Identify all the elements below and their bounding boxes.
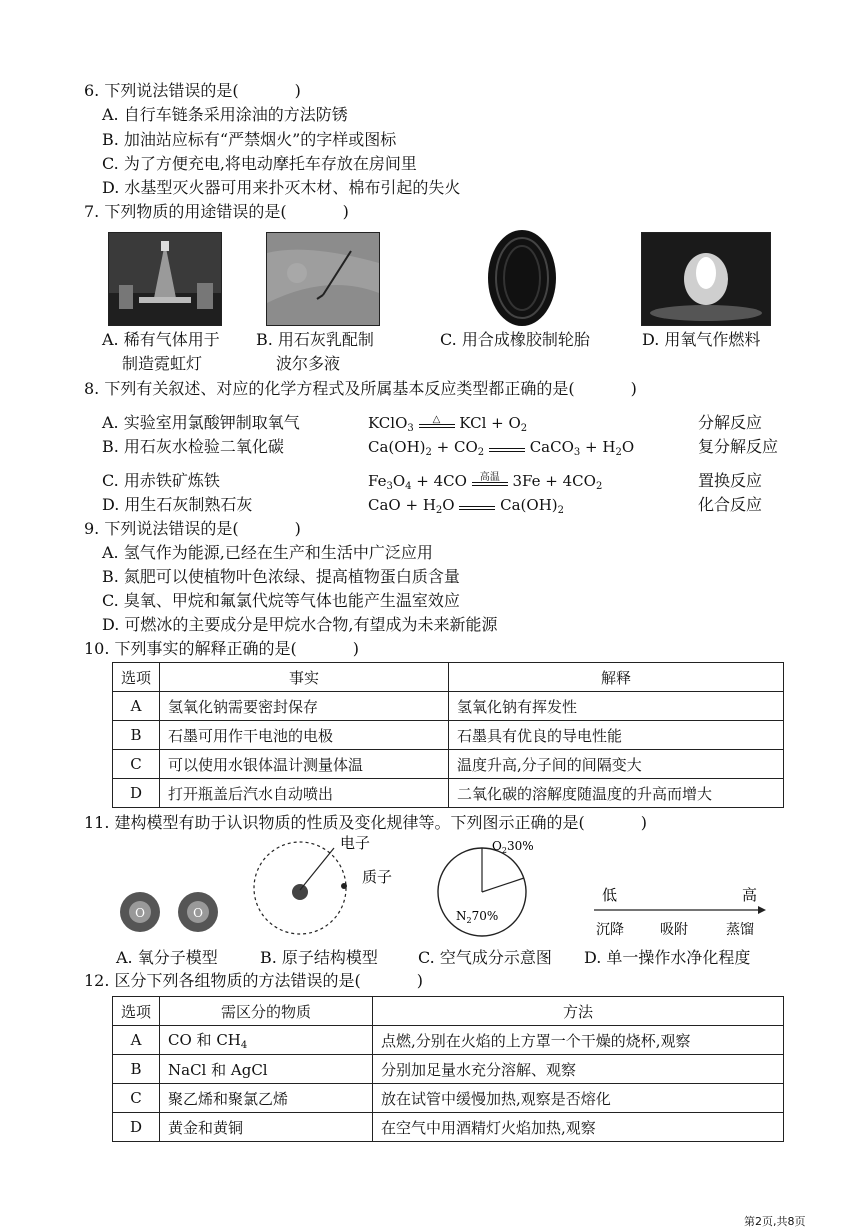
o2-label: $O_230\%$ xyxy=(492,839,534,855)
q10-table xyxy=(112,662,784,808)
q11-caption-d: D. 单一操作水净化程度 xyxy=(584,948,751,967)
table-header-row xyxy=(113,663,784,692)
substance-cell: 黄金和黄铜 xyxy=(160,1113,373,1142)
fact-cell: 可以使用水银体温计测量体温 xyxy=(160,750,449,779)
scale-high-label: 高 xyxy=(742,886,758,904)
option-cell: D xyxy=(113,779,160,808)
page-number: 第2页,共8页 xyxy=(744,1215,806,1228)
scale-step: 沉降 xyxy=(596,922,624,938)
fact-cell: 石墨可用作干电池的电极 xyxy=(160,721,449,750)
q8-desc-c: C. 用赤铁矿炼铁 xyxy=(102,471,220,490)
q8-type-a: 分解反应 xyxy=(698,413,763,432)
substance-cell: CO 和 $CH_4$ xyxy=(160,1026,373,1055)
q11-caption-a: A. 氧分子模型 xyxy=(116,948,218,967)
q9-option-b: B. 氮肥可以使植物叶色浓绿、提高植物蛋白质含量 xyxy=(102,567,460,586)
q8-desc-d: D. 用生石灰制熟石灰 xyxy=(102,495,253,514)
option-cell: B xyxy=(113,1055,160,1084)
q7-caption-d: D. 用氧气作燃料 xyxy=(642,330,761,349)
method-cell: 放在试管中缓慢加热,观察是否熔化 xyxy=(373,1084,784,1113)
substance-cell: NaCl 和 AgCl xyxy=(160,1055,373,1084)
q8-equation-a: KClO$_3$ △ KCl + $O_2$ xyxy=(368,414,528,434)
q8-type-b: 复分解反应 xyxy=(698,437,779,456)
q11-caption-b: B. 原子结构模型 xyxy=(260,948,378,967)
oxygen-molecule-model xyxy=(120,892,218,932)
q7-caption-a: A. 稀有气体用于 制造霓虹灯 xyxy=(102,330,220,373)
q8-stem: 8. 下列有关叙述、对应的化学方程式及所属基本反应类型都正确的是( ) xyxy=(84,379,637,398)
q9-option-c: C. 臭氧、甲烷和氟氯代烷等气体也能产生温室效应 xyxy=(102,591,460,610)
q9-stem: 9. 下列说法错误的是( ) xyxy=(84,519,301,538)
n2-label: $N_270\%$ xyxy=(456,909,499,925)
q7-caption-b: B. 用石灰乳配制 波尔多液 xyxy=(256,330,374,373)
electron-label: 电子 xyxy=(340,834,371,852)
air-composition-diagram xyxy=(438,839,534,936)
q8-equation-d: CaO + $H_2O$ $Ca(OH)_2$ xyxy=(368,496,565,516)
atom-label: O xyxy=(135,906,145,920)
option-cell: C xyxy=(113,1084,160,1113)
neon-light-photo xyxy=(108,232,222,326)
q11-stem: 11. 建构模型有助于认识物质的性质及变化规律等。下列图示正确的是( ) xyxy=(84,813,648,832)
header-option: 选项 xyxy=(113,997,160,1026)
header-fact: 事实 xyxy=(160,663,449,692)
explanation-cell: 氢氧化钠有挥发性 xyxy=(449,692,784,721)
option-cell: A xyxy=(113,692,160,721)
bordeaux-mixture-photo xyxy=(266,232,380,326)
scale-step: 吸附 xyxy=(660,922,688,938)
tire-photo xyxy=(486,228,558,328)
q9-option-a: A. 氢气作为能源,已经在生产和生活中广泛应用 xyxy=(102,543,433,562)
table-row xyxy=(113,779,784,808)
table-row xyxy=(113,1026,784,1055)
q11-figures xyxy=(112,834,792,944)
scale-low-label: 低 xyxy=(602,886,618,904)
q8-equation-c: $Fe_3O_4 + 4CO$ 高温 $3Fe + 4CO_2$ xyxy=(368,472,603,492)
q7-caption-c: C. 用合成橡胶制轮胎 xyxy=(440,330,590,349)
table-row xyxy=(113,1113,784,1142)
fact-cell: 氢氧化钠需要密封保存 xyxy=(160,692,449,721)
method-cell: 点燃,分别在火焰的上方罩一个干燥的烧杯,观察 xyxy=(373,1026,784,1055)
purification-scale xyxy=(594,886,766,938)
q6-stem: 6. 下列说法错误的是( ) xyxy=(84,81,301,100)
method-cell: 在空气中用酒精灯火焰加热,观察 xyxy=(373,1113,784,1142)
explanation-cell: 温度升高,分子间的间隔变大 xyxy=(449,750,784,779)
option-cell: B xyxy=(113,721,160,750)
q8-equation-b: $Ca(OH)_2 + CO_2$ CaCO$_3$ + $H_2O$ xyxy=(368,438,635,458)
q12-table xyxy=(112,996,784,1142)
q10-stem: 10. 下列事实的解释正确的是( ) xyxy=(84,639,360,658)
table-header-row xyxy=(113,997,784,1026)
q8-desc-b: B. 用石灰水检验二氧化碳 xyxy=(102,437,284,456)
explanation-cell: 二氧化碳的溶解度随温度的升高而增大 xyxy=(449,779,784,808)
option-cell: D xyxy=(113,1113,160,1142)
fact-cell: 打开瓶盖后汽水自动喷出 xyxy=(160,779,449,808)
header-option: 选项 xyxy=(113,663,160,692)
q12-stem: 12. 区分下列各组物质的方法错误的是( ) xyxy=(84,971,424,990)
method-cell: 分别加足量水充分溶解、观察 xyxy=(373,1055,784,1084)
option-cell: C xyxy=(113,750,160,779)
header-explanation: 解释 xyxy=(449,663,784,692)
atom-structure-model xyxy=(254,834,392,934)
table-row xyxy=(113,1055,784,1084)
q8-type-d: 化合反应 xyxy=(698,495,763,514)
q9-option-d: D. 可燃冰的主要成分是甲烷水合物,有望成为未来新能源 xyxy=(102,615,498,634)
header-substances: 需区分的物质 xyxy=(160,997,373,1026)
explanation-cell: 石墨具有优良的导电性能 xyxy=(449,721,784,750)
option-cell: A xyxy=(113,1026,160,1055)
q6-option-a: A. 自行车链条采用涂油的方法防锈 xyxy=(102,105,348,124)
table-row xyxy=(113,1084,784,1113)
atom-label: O xyxy=(193,906,203,920)
q6-option-c: C. 为了方便充电,将电动摩托车存放在房间里 xyxy=(102,154,417,173)
header-method: 方法 xyxy=(373,997,784,1026)
q8-type-c: 置换反应 xyxy=(698,471,763,490)
table-row xyxy=(113,721,784,750)
q11-caption-c: C. 空气成分示意图 xyxy=(418,948,552,967)
oxygen-fuel-photo xyxy=(641,232,771,326)
q8-desc-a: A. 实验室用氯酸钾制取氧气 xyxy=(102,413,300,432)
substance-cell: 聚乙烯和聚氯乙烯 xyxy=(160,1084,373,1113)
q6-option-d: D. 水基型灭火器可用来扑灭木材、棉布引起的失火 xyxy=(102,178,461,197)
table-row xyxy=(113,692,784,721)
proton-label: 质子 xyxy=(362,868,393,886)
table-row xyxy=(113,750,784,779)
scale-step: 蒸馏 xyxy=(726,922,754,938)
q6-option-b: B. 加油站应标有“严禁烟火”的字样或图标 xyxy=(102,130,397,149)
q7-stem: 7. 下列物质的用途错误的是( ) xyxy=(84,202,349,221)
